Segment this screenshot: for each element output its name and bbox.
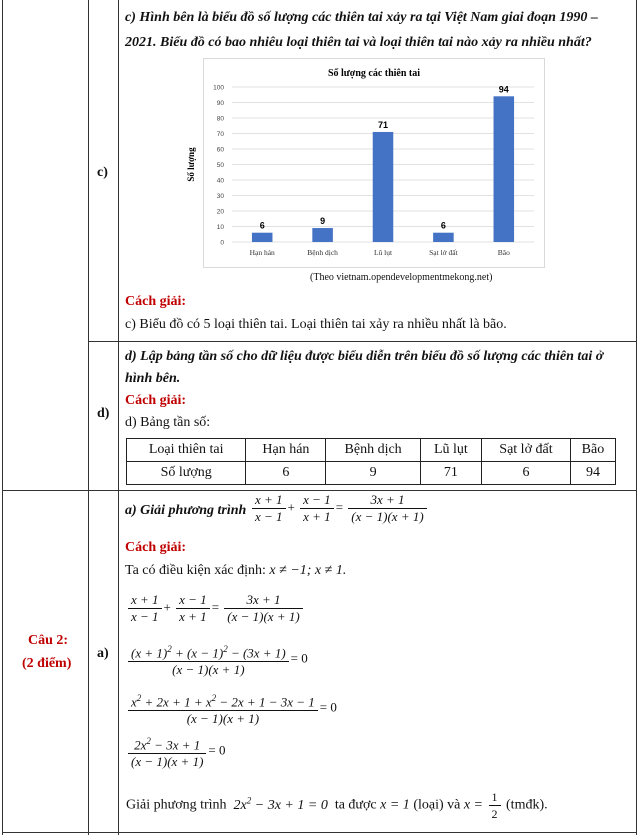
- frequency-table: [126, 438, 616, 485]
- part-d-label: d): [97, 406, 110, 421]
- table-value-cell: 6: [246, 462, 326, 485]
- equation-statement: $\frac{x + 1}{x - 1}$ + $\frac{x - 1}{x + 1}$ = $\frac{3x + 1}{(x - 1)(x + 1)}$: [250, 492, 429, 525]
- condition-text: [125, 563, 346, 579]
- chart-ytick-label: 30: [216, 193, 224, 200]
- table-header-cell: Bệnh dịch: [326, 439, 420, 462]
- column-divider-2: [118, 0, 119, 835]
- table-header-cell: Loại thiên tai: [127, 439, 246, 462]
- equation-step-4: $\frac{2x^2 - 3x + 1}{(x - 1)(x + 1)}$ = 0: [126, 733, 226, 770]
- chart-ytick-label: 40: [216, 177, 224, 185]
- table-value-cell: 71: [420, 462, 481, 485]
- disaster-chart: [186, 58, 545, 268]
- column-divider-1: [88, 0, 89, 835]
- chart-ytick-label: 60: [216, 146, 224, 154]
- chart-category-label: Hạn hán: [249, 248, 275, 257]
- final-x1: x = 1: [380, 797, 410, 813]
- final-prefix: Giải phương trình: [126, 797, 227, 813]
- part-d-solution-heading: Cách giải:: [125, 393, 187, 408]
- part-c-solution-heading: Cách giải:: [125, 294, 187, 309]
- final-statement: Giải phương trình $2x^2 - 3x + 1 = 0$ ta được x = 1 (loại) và x = $\frac{1}{2}$ (tmđk).: [126, 790, 548, 821]
- part-c-question-line2: 2021. Biểu đồ có bao nhiêu loại thiên tai và loại thiên tai nào xảy ra nhiều nhất?: [125, 35, 592, 50]
- frequency-table-header-row: [127, 439, 616, 462]
- part-a-question-prefix: a) Giải phương trình: [125, 503, 247, 518]
- chart-category-label: Bão: [497, 248, 510, 257]
- part-d-table-intro: d) Bảng tần số:: [125, 415, 211, 430]
- border-left: [2, 0, 3, 835]
- chart-bar: [312, 228, 333, 242]
- table-value-cell: 9: [326, 462, 420, 485]
- chart-title: Số lượng các thiên tai: [327, 68, 421, 79]
- chart-bar: [373, 132, 394, 242]
- border-right: [636, 0, 637, 835]
- chart-ytick-label: 100: [213, 84, 224, 92]
- chart-bar: [433, 233, 454, 242]
- chart-data-label: 6: [259, 220, 265, 231]
- chart-data-label: 9: [320, 216, 326, 227]
- chart-category-label: Sạt lở đất: [429, 248, 458, 257]
- equation-step-2: $\frac{(x + 1)^2 + (x - 1)^2 - (3x + 1)}{(x - 1)(x + 1)}$ = 0: [126, 641, 308, 678]
- condition-math: x ≠ −1; x ≠ 1.: [269, 563, 347, 578]
- chart-ytick-label: 50: [216, 162, 224, 169]
- disaster-chart-svg: [186, 59, 544, 267]
- chart-ytick-label: 70: [216, 131, 224, 138]
- question-2-points: (2 điểm): [22, 656, 72, 671]
- question-2-title: Câu 2:: [28, 633, 69, 648]
- table-value-cell: 94: [570, 462, 615, 485]
- frequency-table-value-row: [127, 462, 616, 485]
- part-d-question-line2: hình bên.: [125, 371, 181, 386]
- part-c-question-line1: c) Hình bên là biểu đồ số lượng các thiên tai xảy ra tại Việt Nam giai đoạn 1990 –: [125, 10, 598, 25]
- equation-step-1: $\frac{x + 1}{x - 1}$ + $\frac{x - 1}{x + 1}$ = $\frac{3x + 1}{(x - 1)(x + 1)}$: [126, 592, 305, 625]
- final-mid: ta được: [334, 797, 377, 813]
- table-value-cell: 6: [481, 462, 570, 485]
- chart-ylabel: Số lượng: [186, 147, 196, 182]
- chart-bar: [252, 233, 273, 242]
- chart-ytick-label: 20: [216, 208, 224, 216]
- table-value-cell: Số lượng: [127, 462, 246, 485]
- table-header-cell: Sạt lở đất: [481, 439, 570, 462]
- chart-data-label: 94: [498, 84, 509, 95]
- final-x2-prefix: x =: [463, 797, 484, 813]
- table-header-cell: Bão: [570, 439, 615, 462]
- chart-ytick-label: 10: [216, 224, 224, 231]
- row-divider-d-cau2: [2, 490, 636, 491]
- part-a-label: a): [97, 646, 109, 661]
- part-d-question-line1: d) Lập bảng tần số cho dữ liệu được biểu diễn trên biểu đồ số lượng các thiên tai ở: [125, 349, 604, 364]
- equation-step-3: $\frac{x^2 + 2x + 1 + x^2 - 2x + 1 - 3x - 1}{(x - 1)(x + 1)}$ = 0: [126, 690, 337, 727]
- row-divider-c-d: [88, 341, 636, 342]
- border-bottom: [2, 832, 636, 833]
- part-a-solution-heading: Cách giải:: [125, 540, 187, 555]
- chart-ytick-label: 0: [220, 239, 224, 247]
- condition-label: Ta có điều kiện xác định:: [125, 563, 266, 578]
- chart-ytick-label: 90: [216, 100, 224, 107]
- chart-source: (Theo vietnam.opendevelopmentmekong.net): [310, 272, 493, 283]
- chart-data-label: 71: [377, 119, 389, 130]
- chart-ytick-label: 80: [216, 115, 224, 123]
- table-header-cell: Hạn hán: [246, 439, 326, 462]
- chart-data-label: 6: [440, 220, 446, 231]
- final-loai: (loại) và: [413, 797, 461, 813]
- chart-category-label: Lũ lụt: [373, 248, 393, 257]
- table-header-cell: Lũ lụt: [420, 439, 481, 462]
- part-c-answer: c) Biểu đồ có 5 loại thiên tai. Loại thiên tai xảy ra nhiều nhất là bão.: [125, 317, 507, 332]
- final-tmdk: (tmđk).: [506, 797, 548, 813]
- chart-bar: [494, 96, 515, 242]
- part-c-label: c): [97, 165, 108, 180]
- chart-category-label: Bệnh dịch: [307, 248, 338, 257]
